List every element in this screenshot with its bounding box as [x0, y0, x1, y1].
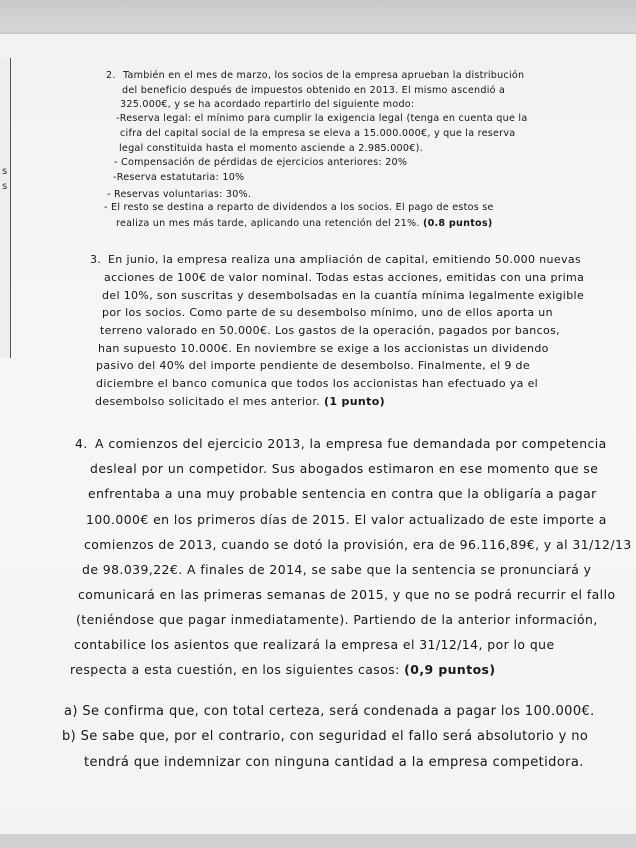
q3-line: terreno valorado en 50.000€. Los gastos de la operación, pagados por bancos, — [100, 324, 560, 337]
q4-last-line — [70, 662, 495, 677]
q2-line: También en el mes de marzo, los socios de la empresa aprueban la distribución — [123, 70, 525, 81]
q2-line: legal constituida hasta el momento asciende a 2.985.000€). — [119, 143, 423, 154]
q4-line: de 98.039,22€. A finales de 2014, se sabe que la sentencia se pronunciará y — [82, 562, 592, 577]
q2-line: -Reserva legal: el mínimo para cumplir la exigencia legal (tenga en cuenta que la — [116, 113, 528, 124]
q3-line: diciembre el banco comunica que todos los accionistas han efectuado ya el — [96, 377, 539, 390]
q3-line: por los socios. Como parte de su desembolso mínimo, uno de ellos aporta un — [102, 306, 553, 319]
q4-points: (0,9 puntos) — [404, 662, 496, 677]
q4-case-b-continued: tendrá que indemnizar con ninguna cantidad a la empresa competidora. — [84, 755, 584, 770]
q4-case-b: b) Se sabe que, por el contrario, con seguridad el fallo será absolutorio y no — [62, 729, 589, 744]
q4-line: respecta a esta cuestión, en los siguientes casos: — [70, 662, 400, 677]
q4-line: desleal por un competidor. Sus abogados estimaron en ese momento que se — [90, 461, 599, 476]
margin-mark: s — [2, 181, 8, 192]
q3-line: desembolso solicitado el mes anterior. — [95, 395, 321, 408]
q2-last-line — [116, 218, 492, 229]
q4-line: comunicará en las primeras semanas de 2015, y que no se podrá recurrir el fallo — [78, 587, 616, 602]
margin-mark: s — [2, 166, 8, 177]
q2-line: realiza un mes más tarde, aplicando una retención del 21%. — [116, 218, 420, 229]
q2-line: del beneficio después de impuestos obtenido en 2013. El mismo ascendió a — [122, 85, 506, 96]
q4-case-a: a) Se confirma que, con total certeza, será condenada a pagar los 100.000€. — [64, 704, 595, 719]
q2-line: - Compensación de pérdidas de ejercicios anteriores: 20% — [114, 157, 408, 168]
q4-line: 100.000€ en los primeros días de 2015. El valor actualizado de este importe a — [86, 512, 607, 527]
q4-number: 4. — [75, 436, 88, 451]
q4-line: contabilice los asientos que realizará la empresa el 31/12/14, por lo que — [74, 637, 555, 652]
q2-line: - El resto se destina a reparto de dividendos a los socios. El pago de estos se — [104, 202, 494, 213]
q2-line: 325.000€, y se ha acordado repartirlo del siguiente modo: — [120, 99, 415, 110]
q2-line: cifra del capital social de la empresa se eleva a 15.000.000€, y que la reserva — [120, 128, 516, 139]
q4-line: comienzos de 2013, cuando se dotó la provisión, era de 96.116,89€, y al 31/12/13 — [84, 537, 632, 552]
adjacent-page-edge — [0, 58, 11, 358]
q3-last-line — [95, 395, 385, 408]
q4-line: A comienzos del ejercicio 2013, la empresa fue demandada por competencia — [95, 436, 607, 451]
q3-line: pasivo del 40% del importe pendiente de desembolso. Finalmente, el 9 de — [96, 359, 530, 372]
q3-line: han supuesto 10.000€. En noviembre se exige a los accionistas un dividendo — [98, 342, 549, 355]
q3-line: acciones de 100€ de valor nominal. Todas estas acciones, emitidas con una prima — [104, 271, 585, 284]
q3-line: del 10%, son suscritas y desembolsadas en la cuantía mínima legalmente exigible — [102, 289, 585, 302]
q2-line: - Reservas voluntarias: 30%. — [107, 189, 252, 200]
q2-points: (0.8 puntos) — [422, 218, 493, 229]
q3-number: 3. — [90, 253, 102, 266]
background-bottom — [0, 834, 636, 848]
q3-line: En junio, la empresa realiza una ampliación de capital, emitiendo 50.000 nuevas — [108, 253, 582, 266]
q3-points: (1 punto) — [323, 395, 385, 408]
q2-number: 2. — [106, 70, 116, 81]
q4-line: (teniéndose que pagar inmediatamente). Partiendo de la anterior información, — [76, 612, 598, 627]
q2-line: -Reserva estatutaria: 10% — [113, 172, 245, 183]
q4-line: enfrentaba a una muy probable sentencia en contra que la obligaría a pagar — [88, 486, 597, 501]
